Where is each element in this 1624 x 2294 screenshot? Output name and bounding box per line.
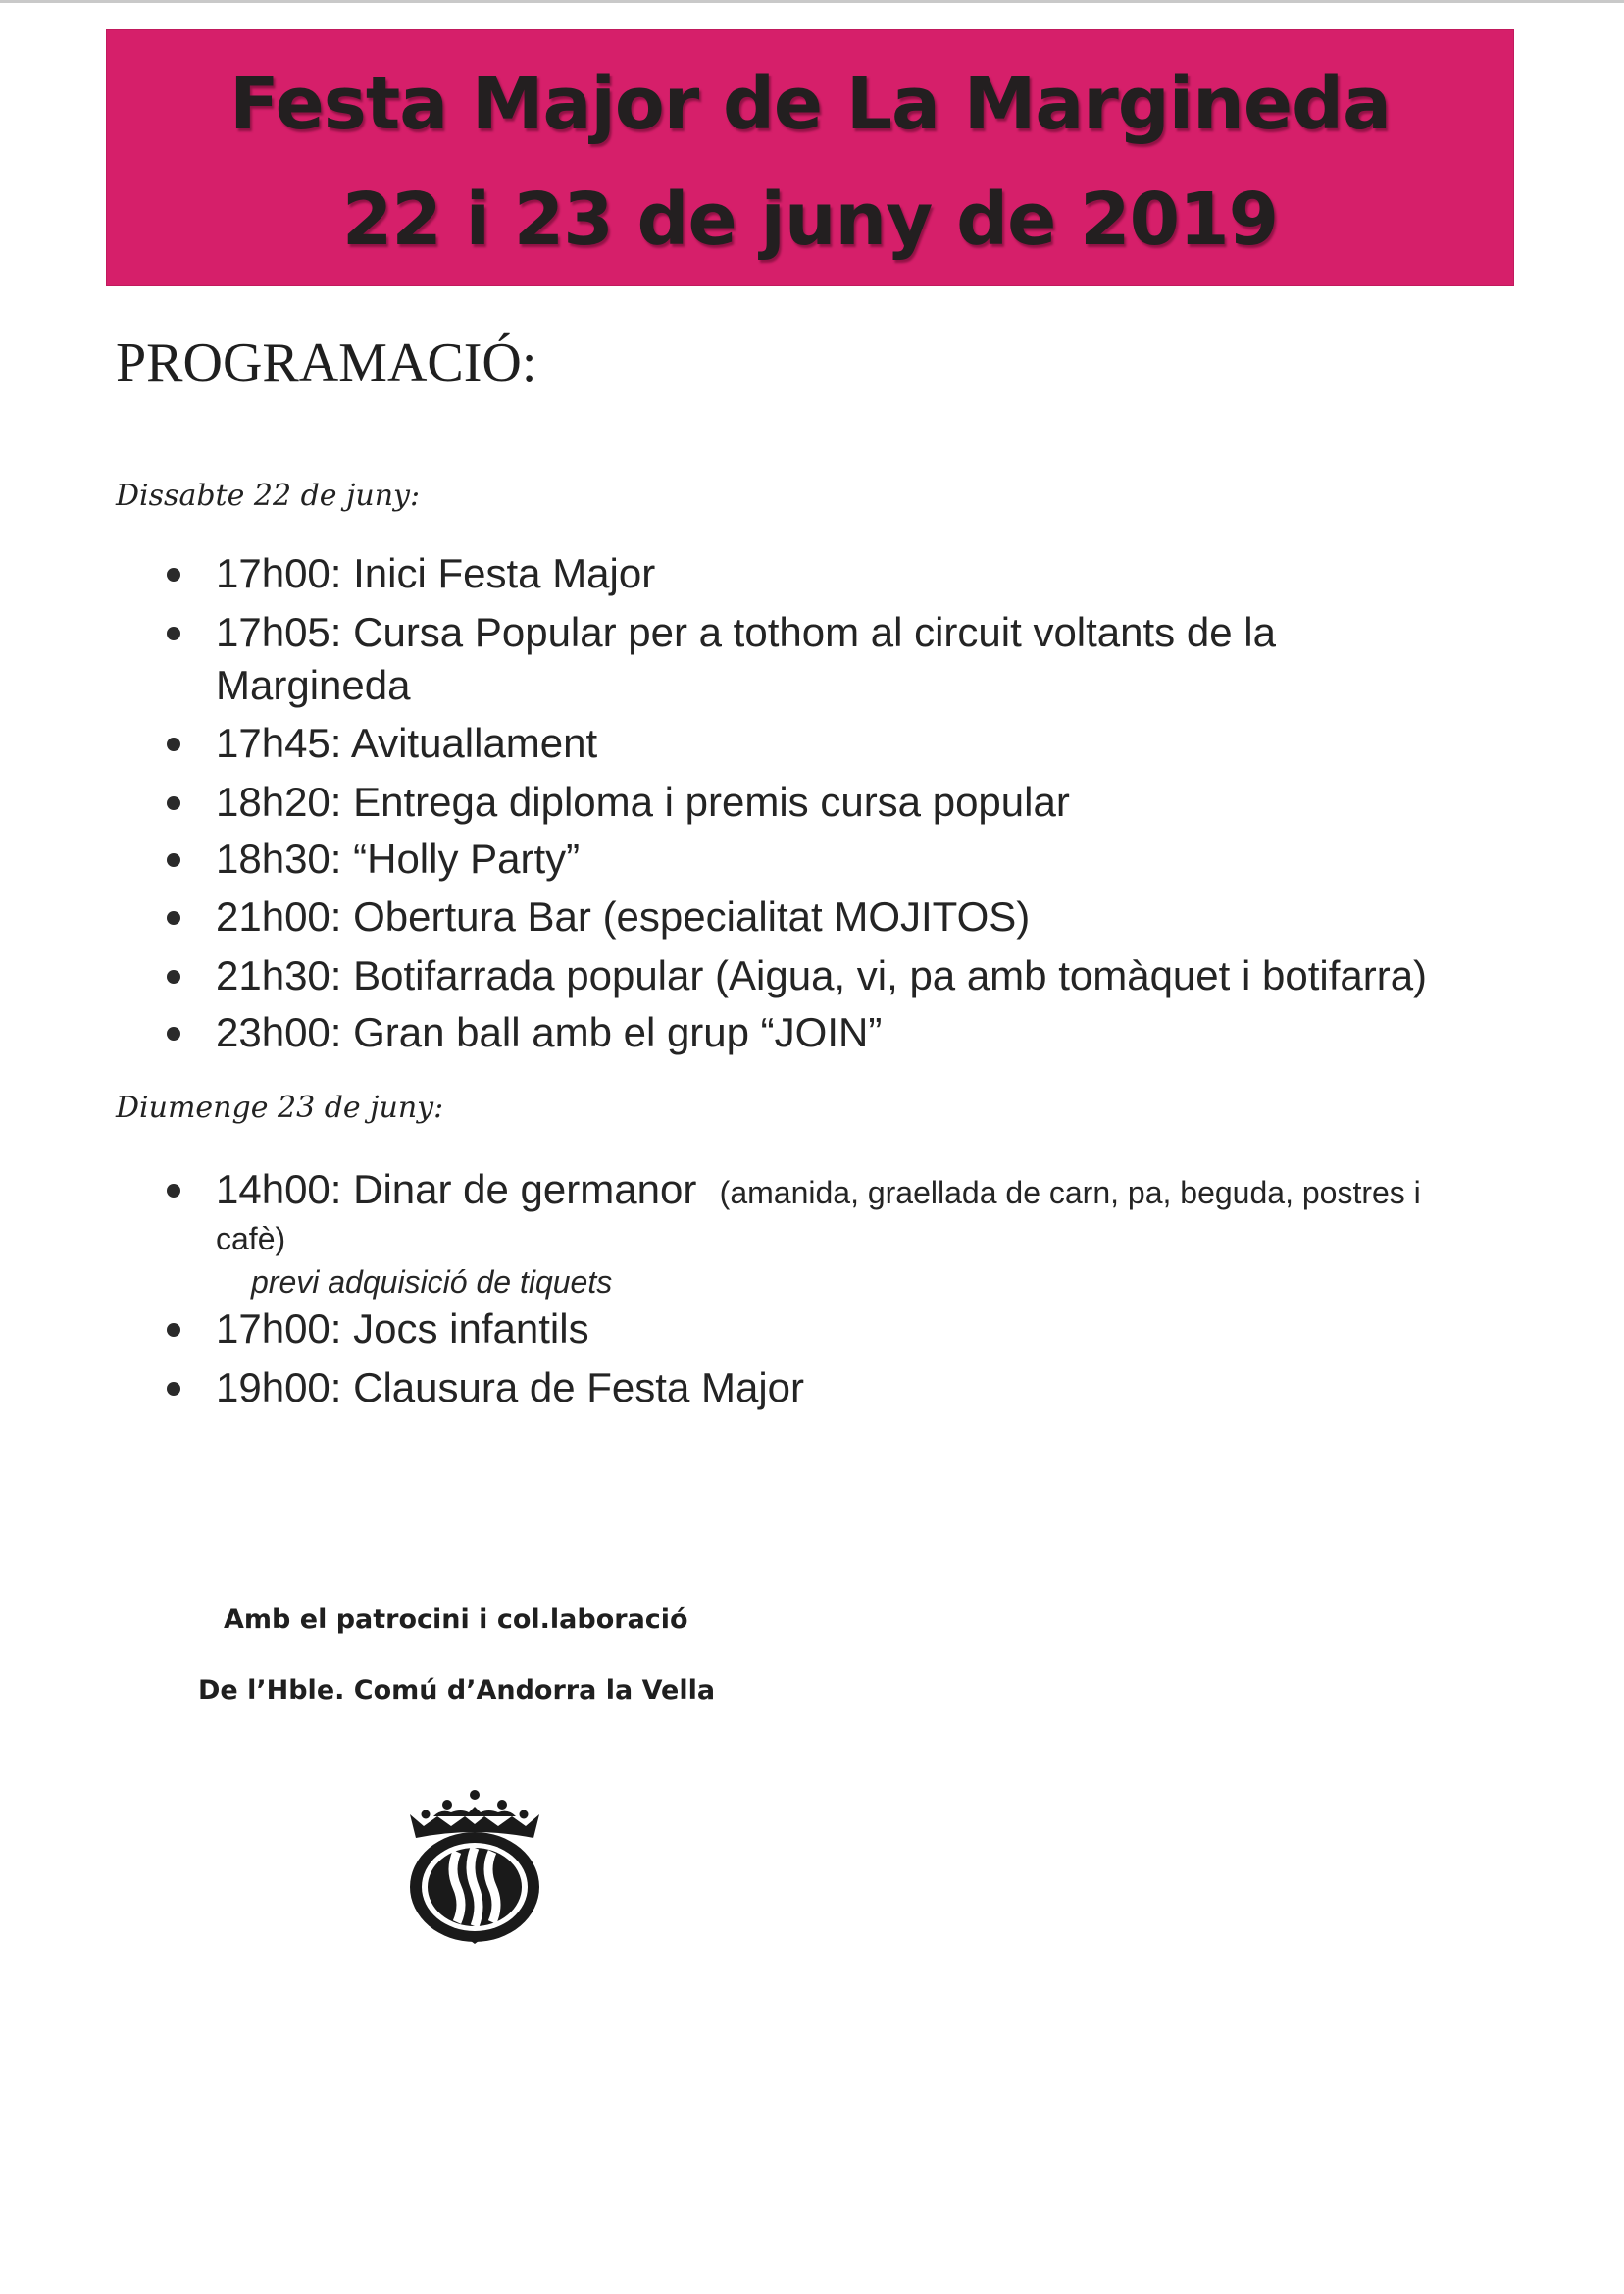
event-text: 17h05: Cursa Popular per a tothom al circuit voltants de la [216, 609, 1276, 655]
event-text: 21h00: Obertura Bar (especialitat MOJITOS) [216, 893, 1031, 940]
event-text [216, 1163, 1421, 1219]
bullet-icon [167, 970, 180, 984]
comu-andorra-crest-icon [396, 1787, 553, 1944]
event-text: 18h20: Entrega diploma i premis cursa popular [216, 779, 1070, 825]
day2-heading: Diumenge 23 de juny: [116, 1091, 444, 1125]
event-text: 17h45: Avituallament [216, 720, 598, 766]
day1-heading: Dissabte 22 de juny: [116, 479, 421, 513]
event-text: 17h00: Inici Festa Major [216, 550, 656, 596]
bullet-icon [167, 568, 180, 582]
top-rule [0, 0, 1624, 3]
festival-title: Festa Major de La Margineda [229, 62, 1391, 146]
event-text: 23h00: Gran ball amb el grup “JOIN” [216, 1009, 883, 1055]
festival-dates: 22 i 23 de juny de 2019 [341, 178, 1279, 262]
event-text-continued: cafè) [216, 1221, 286, 1256]
sponsor-line-2: De l’Hble. Comú d’Andorra la Vella [198, 1675, 716, 1706]
bullet-icon [167, 1323, 180, 1337]
bullet-icon [167, 796, 180, 810]
event-main: 14h00: Dinar de germanor [216, 1166, 697, 1212]
event-text-continued: Margineda [216, 662, 411, 708]
title-banner [106, 29, 1514, 286]
bullet-icon [167, 853, 180, 867]
bullet-icon [167, 738, 180, 751]
event-note: previ adquisició de tiquets [251, 1264, 613, 1300]
event-detail: (amanida, graellada de carn, pa, beguda, postres i [719, 1175, 1421, 1210]
sponsor-line-1: Amb el patrocini i col.laboració [224, 1605, 688, 1635]
event-text: 18h30: “Holly Party” [216, 836, 581, 882]
event-text: 19h00: Clausura de Festa Major [216, 1364, 804, 1410]
bullet-icon [167, 911, 180, 925]
section-title: PROGRAMACIÓ: [116, 332, 537, 393]
bullet-icon [167, 627, 180, 640]
bullet-icon [167, 1184, 180, 1198]
bullet-icon [167, 1382, 180, 1396]
event-text: 17h00: Jocs infantils [216, 1305, 589, 1351]
bullet-icon [167, 1027, 180, 1041]
event-text: 21h30: Botifarrada popular (Aigua, vi, pa amb tomàquet i botifarra) [216, 952, 1428, 998]
